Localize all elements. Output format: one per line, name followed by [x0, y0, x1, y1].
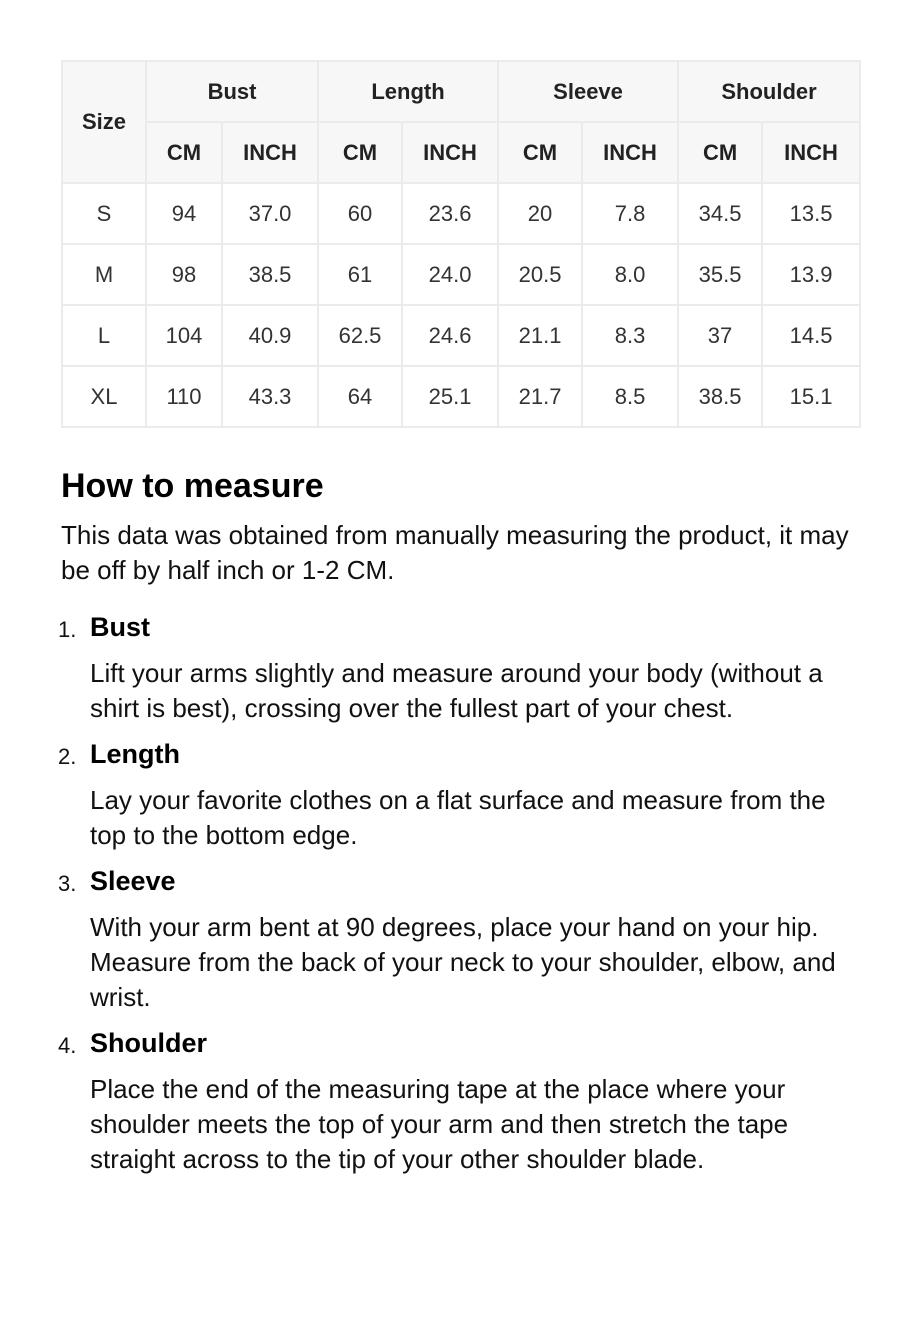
table-header	[62, 61, 860, 183]
table-cell: 15.1	[762, 366, 860, 427]
table-cell: 110	[146, 366, 222, 427]
table-cell: 14.5	[762, 305, 860, 366]
table-cell: 62.5	[318, 305, 402, 366]
group-header-bust: Bust	[146, 61, 318, 122]
table-row	[62, 305, 860, 366]
table-cell: 24.6	[402, 305, 498, 366]
step-description: Lay your favorite clothes on a flat surface and measure from the top to the bottom edge.	[90, 785, 826, 850]
step-number: 2.	[58, 744, 77, 769]
unit-header: INCH	[402, 122, 498, 183]
step-title: Sleeve	[90, 866, 176, 896]
list-item	[58, 865, 859, 1015]
table-body	[62, 183, 860, 427]
step-title: Bust	[90, 612, 150, 642]
size-cell: M	[62, 244, 146, 305]
unit-header: CM	[318, 122, 402, 183]
step-description: With your arm bent at 90 degrees, place your hand on your hip. Measure from the back of your neck to your shoulder, elbow, and wrist.	[90, 912, 836, 1012]
table-cell: 37.0	[222, 183, 318, 244]
table-cell: 104	[146, 305, 222, 366]
table-cell: 61	[318, 244, 402, 305]
group-header-length: Length	[318, 61, 498, 122]
table-cell: 7.8	[582, 183, 678, 244]
table-cell: 8.3	[582, 305, 678, 366]
table-row	[62, 244, 860, 305]
unit-header: CM	[498, 122, 582, 183]
table-cell: 23.6	[402, 183, 498, 244]
size-chart-table	[61, 60, 861, 428]
table-cell: 34.5	[678, 183, 762, 244]
table-cell: 21.7	[498, 366, 582, 427]
table-cell: 94	[146, 183, 222, 244]
table-cell: 20.5	[498, 244, 582, 305]
list-item	[58, 1027, 859, 1177]
table-row	[62, 366, 860, 427]
unit-header: CM	[146, 122, 222, 183]
list-item	[58, 611, 859, 726]
table-cell: 21.1	[498, 305, 582, 366]
header-row-groups	[62, 61, 860, 122]
size-column-header: Size	[62, 61, 146, 183]
table-cell: 8.5	[582, 366, 678, 427]
group-header-sleeve: Sleeve	[498, 61, 678, 122]
group-header-shoulder: Shoulder	[678, 61, 860, 122]
table-cell: 20	[498, 183, 582, 244]
step-number: 3.	[58, 871, 77, 896]
table-cell: 24.0	[402, 244, 498, 305]
table-cell: 25.1	[402, 366, 498, 427]
how-to-measure-heading: How to measure	[61, 467, 324, 505]
table-cell: 35.5	[678, 244, 762, 305]
table-cell: 98	[146, 244, 222, 305]
unit-header: CM	[678, 122, 762, 183]
table-cell: 38.5	[678, 366, 762, 427]
table-cell: 60	[318, 183, 402, 244]
table-cell: 43.3	[222, 366, 318, 427]
header-row-units	[62, 122, 860, 183]
size-cell: L	[62, 305, 146, 366]
table-cell: 37	[678, 305, 762, 366]
table-cell: 8.0	[582, 244, 678, 305]
step-number: 4.	[58, 1033, 77, 1058]
table-cell: 64	[318, 366, 402, 427]
unit-header: INCH	[582, 122, 678, 183]
measure-steps-list	[58, 611, 859, 1177]
list-item	[58, 738, 859, 853]
unit-header: INCH	[762, 122, 860, 183]
step-number: 1.	[58, 617, 77, 642]
step-title: Length	[90, 739, 180, 769]
size-cell: XL	[62, 366, 146, 427]
page-content	[58, 60, 859, 1189]
table-cell: 40.9	[222, 305, 318, 366]
unit-header: INCH	[222, 122, 318, 183]
table-cell: 13.9	[762, 244, 860, 305]
step-description: Place the end of the measuring tape at the place where your shoulder meets the top of your arm and then stretch the tape straight across to the tip of your other shoulder blade.	[90, 1074, 789, 1174]
table-cell: 13.5	[762, 183, 860, 244]
table-row	[62, 183, 860, 244]
step-description: Lift your arms slightly and measure around your body (without a shirt is best), crossing over the fullest part of your chest.	[90, 658, 823, 723]
step-title: Shoulder	[90, 1028, 208, 1058]
table-cell: 38.5	[222, 244, 318, 305]
intro-paragraph: This data was obtained from manually measuring the product, it may be off by half inch or 1-2 CM.	[61, 520, 849, 585]
size-cell: S	[62, 183, 146, 244]
